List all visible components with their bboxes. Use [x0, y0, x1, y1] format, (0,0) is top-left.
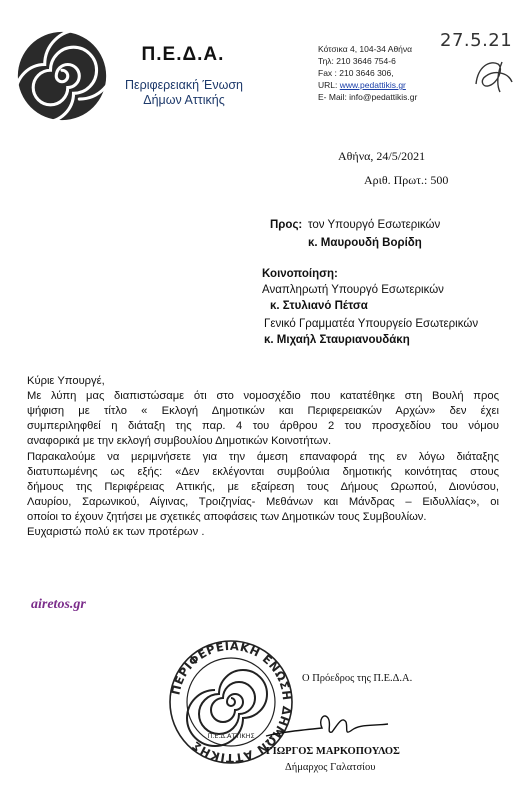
salutation: Κύριε Υπουργέ,: [27, 375, 105, 387]
cc-name-1: κ. Στυλιανό Πέτσα: [270, 300, 368, 312]
handwritten-date: 27.5.21: [440, 30, 513, 51]
cc-line-2: Γενικό Γραμματέα Υπουργείο Εσωτερικών: [264, 318, 479, 330]
body-p2-line4: Λαυρίου, Σαρωνικού, Αίγινας, Τροιζηνίας- Μεθάνων και Μάνδρας – Ειδυλλίας», οι: [27, 496, 499, 508]
seal-center-text: Π.Ε.Δ.ΑΤΤΙΚΗΣ: [207, 732, 255, 740]
logo-spiral-icon: [14, 28, 110, 124]
signatory-role: Ο Πρόεδρος της Π.Ε.Δ.Α.: [302, 673, 413, 684]
handwritten-initials-icon: [468, 54, 518, 98]
body-p1-line2: ψήφιση με τίτλο « Εκλογή Δημοτικών και Περιφερειακών Αρχών» δεν έχει: [27, 405, 499, 417]
contact-address: Κότσικα 4, 104-34 Αθήνα: [318, 44, 413, 54]
body-p2-line3: δήμους της Περιφέρειας Αττικής, με εξαίρεση τους Δήμους Ωρωπού, Διονύσου,: [27, 481, 499, 493]
signatory-title: Δήμαρχος Γαλατσίου: [285, 762, 376, 773]
signatory-name: ΓΙΩΡΓΟΣ ΜΑΡΚΟΠΟΥΛΟΣ: [266, 746, 400, 757]
org-name-line1: Περιφερειακή Ένωση: [124, 78, 243, 92]
contact-tel: Τηλ: 210 3646 754-6: [318, 56, 396, 66]
seal-ring-text: ΠΕΡΙΦΕΡΕΙΑΚΗ ΕΝΩΣΗ ΔΗΜΩΝ ΑΤΤΙΚΗΣ: [168, 638, 295, 766]
recipient-title: τον Υπουργό Εσωτερικών: [308, 219, 441, 231]
cc-label: Κοινοποίηση:: [262, 268, 338, 280]
body-p2-line2: διατυπωμένης ως εξής: «Δεν εκλέγονται συμβούλια δημοτικής κοινότητας στους: [27, 466, 499, 478]
cc-name-2: κ. Μιχαήλ Σταυριανουδάκη: [264, 334, 410, 346]
protocol-number: Αριθ. Πρωτ.: 500: [364, 173, 449, 187]
body-p1-line4: αναφορικά με την εκλογή συμβουλίου Δημοτικών Κοινοτήτων.: [27, 435, 332, 447]
contact-email: E- Mail: info@pedattikis.gr: [318, 92, 418, 102]
org-name-line2: Δήμων Αττικής: [143, 93, 225, 107]
contact-url-link[interactable]: www.pedattikis.gr: [339, 80, 406, 90]
contact-url-label: URL:: [318, 80, 340, 90]
closing-line: Ευχαριστώ πολύ εκ των προτέρων .: [27, 526, 205, 538]
contact-url-row: [318, 80, 406, 91]
body-p1-line1: Με λύπη μας διαπιστώσαμε ότι στο νομοσχέδιο που κατατέθηκε στη Βουλή προς: [27, 390, 499, 402]
cc-line-1: Αναπληρωτή Υπουργό Εσωτερικών: [262, 284, 444, 296]
letter-date: Αθήνα, 24/5/2021: [338, 149, 426, 163]
recipient-label: Προς:: [270, 219, 303, 231]
source-watermark: airetos.gr: [31, 597, 86, 612]
body-p1-line3: συμπεριληφθεί η διάταξη της παρ. 4 του άρθρου 2 του προσχεδίου του νόμου: [27, 420, 499, 432]
recipient-name: κ. Μαυρουδή Βορίδη: [308, 237, 422, 249]
org-acronym: Π.Ε.Δ.Α.: [141, 44, 225, 65]
body-p2-line1: Παρακαλούμε να μεριμνήσετε για την άμεση επαναφορά της εν λόγω διάταξης: [27, 451, 499, 463]
contact-fax: Fax : 210 3646 306,: [318, 68, 394, 78]
body-p2-line5: οποίοι το έχουν ζητήσει με σχετικές αποφάσεις των Δημοτικών τους Συμβουλίων.: [27, 511, 427, 523]
signature-scribble-icon: [262, 706, 392, 746]
